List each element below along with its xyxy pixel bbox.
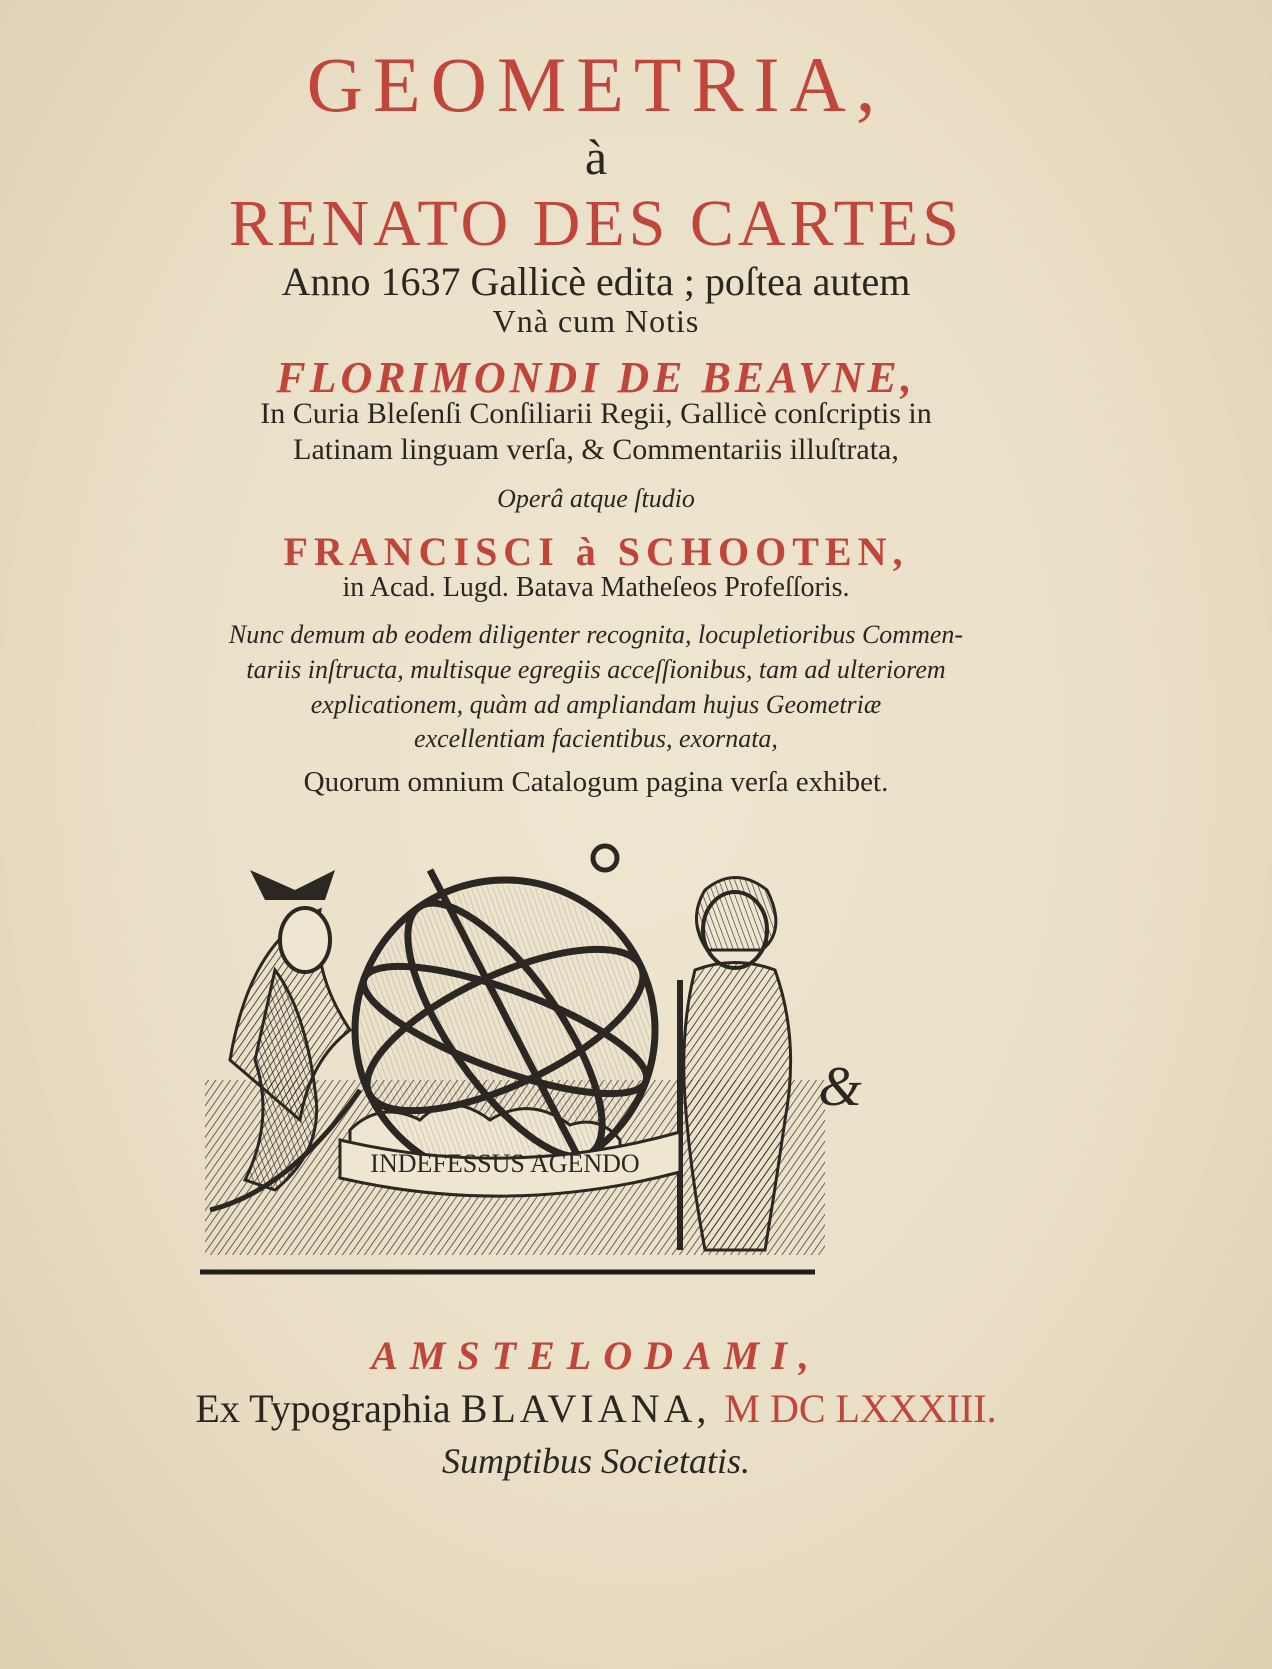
imprint-press-name: BLAVIANA,: [460, 1386, 711, 1431]
standing-figure: [680, 878, 791, 1251]
description-line-2: tariis inſtructa, multisque egregiis acceſſionibus, tam ad ulteriorem: [246, 655, 946, 684]
description-line-3: explicationem, quàm ad ampliandam hujus Geometriæ: [310, 690, 882, 719]
translation-line: Latinam linguam verſa, & Commentariis illuſtrata,: [293, 433, 899, 466]
book-title: GEOMETRIA,: [306, 41, 886, 128]
catalogue-line: Quorum omnium Catalogum pagina verſa exhibet.: [303, 766, 889, 798]
notes-line: Vnà cum Notis: [492, 303, 700, 339]
imprint-press: [0, 1385, 1232, 1432]
commentator-name: FLORIMONDI DE BEAVNE,: [276, 353, 916, 402]
armillary-sphere-woodcut: [200, 830, 870, 1310]
printer-monogram: &: [818, 1056, 862, 1118]
description-line-1: Nunc demum ab eodem diligenter recognita, locupletioribus Commen-: [228, 620, 964, 649]
preposition-line: à: [584, 129, 608, 185]
commentator-description: In Curia Bleſenſi Conſiliarii Regii, Gallicè conſcriptis in: [260, 397, 932, 430]
imprint-press-prefix: Ex Typographia: [195, 1386, 461, 1431]
opera-line: Operâ atque ſtudio: [497, 484, 695, 513]
author-name: RENATO DES CARTES: [229, 187, 963, 260]
imprint-funding: Sumptibus Societatis.: [442, 1441, 750, 1481]
imprint-date: M DC LXXXIII.: [724, 1386, 997, 1431]
printers-device-woodcut: [200, 830, 870, 1310]
motto-text: INDEFESSUS AGENDO: [370, 1149, 640, 1178]
editor-title: in Acad. Lugd. Batava Matheſeos Profeſſoris.: [342, 572, 850, 603]
edition-line: Anno 1637 Gallicè edita ; poſtea autem: [281, 259, 911, 304]
description-line-4: excellentiam facientibus, exornata,: [414, 724, 778, 753]
imprint-city: AMSTELODAMI,: [371, 1333, 821, 1378]
editor-name: FRANCISCI à SCHOOTEN,: [283, 529, 909, 574]
